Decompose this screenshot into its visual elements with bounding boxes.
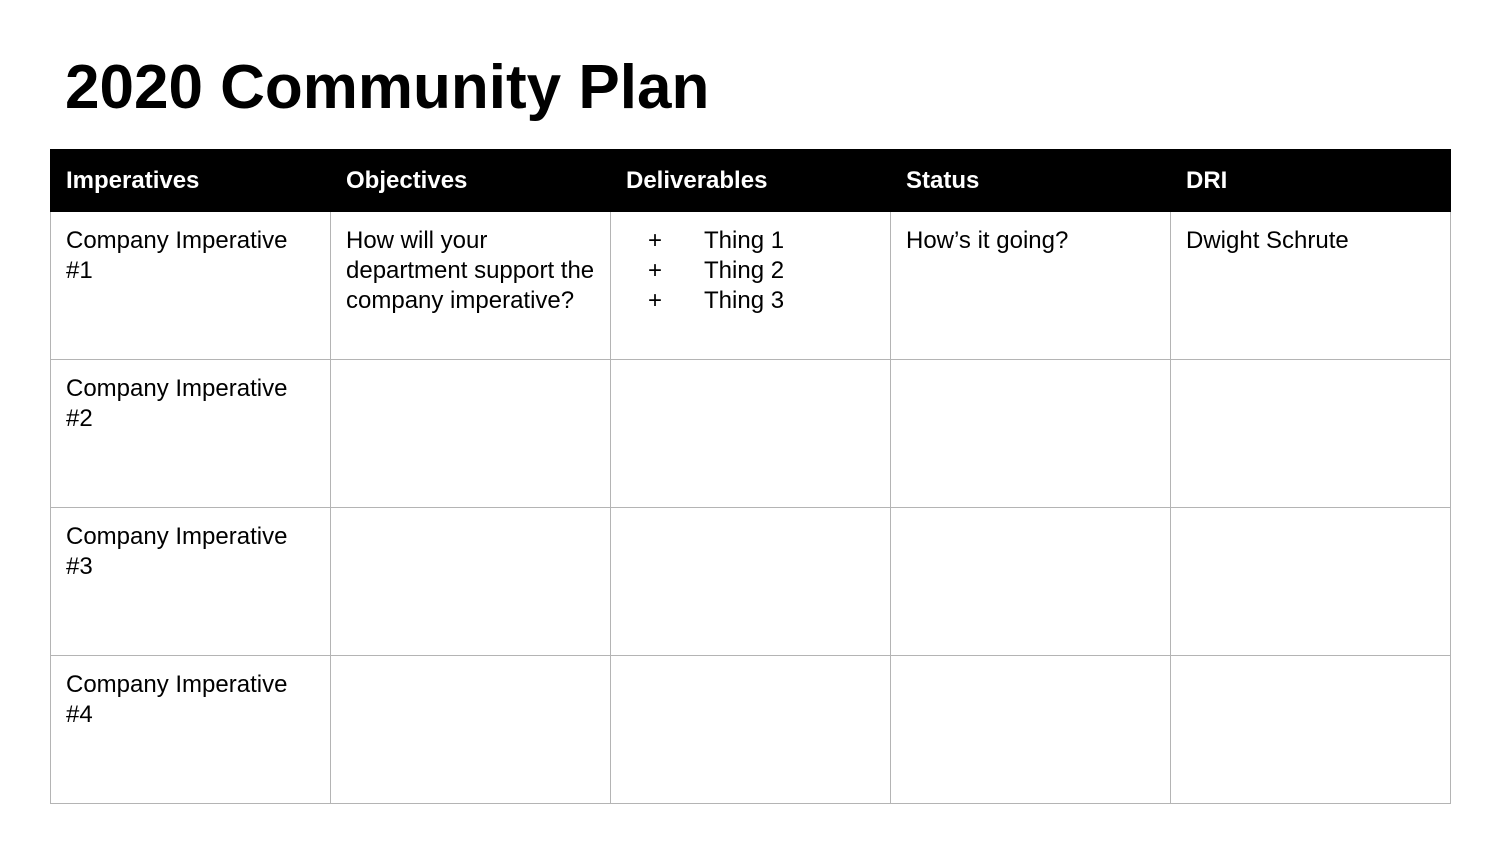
deliverable-text: Thing 1: [704, 227, 785, 254]
list-item: [648, 226, 875, 256]
page-title: 2020 Community Plan: [65, 53, 710, 122]
dri-cell: [1171, 360, 1451, 508]
imperative-cell: Company Imperative #4: [51, 656, 331, 804]
deliverable-text: Thing 3: [704, 287, 785, 314]
dri-cell: Dwight Schrute: [1171, 212, 1451, 360]
deliverables-cell: [611, 212, 891, 360]
dri-cell: [1171, 508, 1451, 656]
table-row: [51, 360, 1451, 508]
status-cell: [891, 360, 1171, 508]
table-row: [51, 508, 1451, 656]
imperative-cell: Company Imperative #2: [51, 360, 331, 508]
dri-cell: [1171, 656, 1451, 804]
deliverable-text: Thing 2: [704, 257, 785, 284]
plus-bullet-icon: +: [648, 227, 663, 254]
column-header-objectives: Objectives: [331, 150, 611, 212]
plus-bullet-icon: +: [648, 257, 663, 284]
deliverables-list: [626, 226, 875, 316]
deliverables-cell: [611, 360, 891, 508]
table-row: [51, 656, 1451, 804]
objective-cell: [331, 360, 611, 508]
column-header-imperatives: Imperatives: [51, 150, 331, 212]
table-row: [51, 212, 1451, 360]
status-cell: [891, 656, 1171, 804]
column-header-deliverables: Deliverables: [611, 150, 891, 212]
list-item: [648, 286, 875, 316]
status-cell: How’s it going?: [891, 212, 1171, 360]
table-header-row: [51, 150, 1451, 212]
list-item: [648, 256, 875, 286]
imperative-cell: Company Imperative #3: [51, 508, 331, 656]
column-header-status: Status: [891, 150, 1171, 212]
plus-bullet-icon: +: [648, 287, 663, 314]
deliverables-cell: [611, 656, 891, 804]
column-header-dri: DRI: [1171, 150, 1451, 212]
imperative-cell: Company Imperative #1: [51, 212, 331, 360]
deliverables-cell: [611, 508, 891, 656]
community-plan-table: [50, 149, 1451, 804]
objective-cell: How will your department support the company imperative?: [331, 212, 611, 360]
objective-cell: [331, 656, 611, 804]
status-cell: [891, 508, 1171, 656]
objective-cell: [331, 508, 611, 656]
